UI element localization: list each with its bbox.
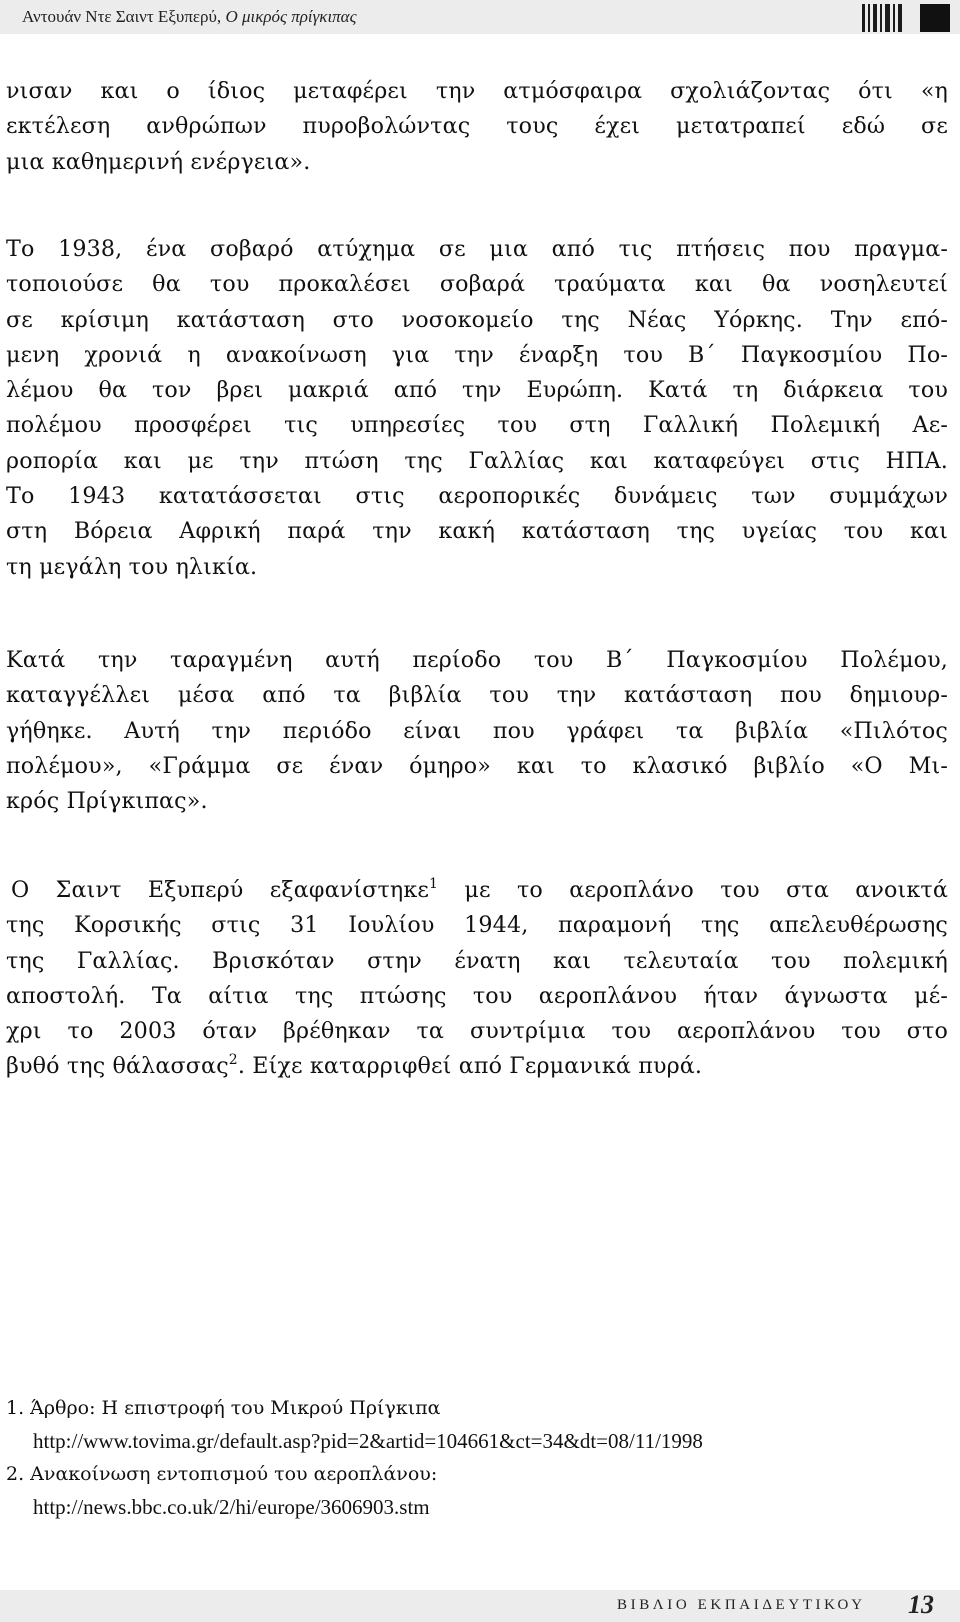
header-bar (0, 0, 960, 34)
text-run: Ο Σαιντ Εξυπερύ εξαφανίστηκε (11, 877, 430, 903)
running-head-book-title: Ο μικρός πρίγκιπας (225, 7, 357, 26)
text-line: τοποιούσε θα του προκαλέσει σοβαρά τραύματα και θα νοσηλευτεί (6, 271, 948, 298)
text-line: τη μεγάλη του ηλικία. (6, 553, 258, 580)
running-head (22, 7, 357, 27)
footnote-ref-1: 1 (429, 876, 439, 892)
running-head-author: Αντουάν Ντε Σαιντ Εξυπερύ, (22, 7, 222, 26)
text-line: αποστολή. Τα αίτια της πτώσης του αεροπλάνου ήταν άγνωστα μέ- (6, 982, 948, 1009)
text-line: εκτέλεση ανθρώπων πυροβολώντας τους έχει μετατραπεί εδώ σε (6, 113, 948, 140)
footnote-1-url: http://www.tovima.gr/default.asp?pid=2&artid=104661&ct=34&dt=08/11/1998 (33, 1429, 703, 1453)
text-line: καταγγέλλει μέσα από τα βιβλία του την κατάσταση που δημιουρ- (6, 682, 948, 709)
text-line: γήθηκε. Αυτή την περιόδο είναι που γράφει τα βιβλία «Πιλότος (6, 717, 948, 744)
text-run: . Είχε καταρριφθεί από Γερμανικά πυρά. (237, 1053, 703, 1080)
footer-label: ΒΙΒΛΙΟ ΕΚΠΑΙΔΕΥΤΙΚΟΥ (617, 1597, 866, 1613)
text-run: βυθό της θάλασσας (6, 1053, 229, 1080)
text-line: Κατά την ταραγμένη αυτή περίοδο του Β΄ Παγκοσμίου Πολέμου, (6, 647, 948, 673)
footnote-ref-2: 2 (228, 1052, 238, 1069)
paragraph-3 (6, 643, 948, 819)
text-line: Το 1938, ένα σοβαρό ατύχημα σε μια από τις πτήσεις που πραγμα- (6, 236, 948, 262)
text-line: της Κορσικής στις 31 Ιουλίου 1944, παραμονή της απελευθέρωσης (6, 912, 948, 939)
text-line: μενη χρονιά η ανακοίνωση για την έναρξη του Β΄ Παγκοσμίου Πο- (6, 341, 948, 368)
paragraph-4 (6, 873, 948, 1085)
text-line: χρι το 2003 όταν βρέθηκαν τα συντρίμια του αεροπλάνου του στο (6, 1018, 948, 1045)
footnote-1: 1. Άρθρο: Η επιστροφή του Μικρού Πρίγκιπα (6, 1397, 441, 1419)
footer-bar (0, 1590, 960, 1622)
barcode-decoration (862, 4, 902, 32)
page-number: 13 (908, 1590, 934, 1619)
text-line: σε κρίσιμη κατάσταση στο νοσοκομείο της Νέας Υόρκης. Την επό- (6, 306, 948, 333)
text-line: λέμου θα τον βρει μακριά από την Ευρώπη. Κατά τη διάρκεια του (6, 377, 948, 404)
paragraph-1 (6, 74, 948, 180)
text-line: πολέμου», «Γράμμα σε έναν όμηρο» και το κλασικό βιβλίο «Ο Μι- (6, 752, 948, 779)
text-line: νισαν και ο ίδιος μεταφέρει την ατμόσφαιρα σχολιάζοντας ότι «η (6, 78, 948, 104)
text-line: μια καθημερινή ενέργεια». (6, 148, 311, 175)
text-line (6, 873, 948, 908)
footnote-2-url: http://news.bbc.co.uk/2/hi/europe/3606903.stm (33, 1495, 430, 1519)
corner-block (920, 4, 950, 32)
text-line: της Γαλλίας. Βρισκόταν στην ένατη και τελευταία του πολεμική (6, 947, 948, 974)
text-line: στη Βόρεια Αφρική παρά την κακή κατάσταση της υγείας του και (6, 518, 948, 545)
footnote-2: 2. Ανακοίνωση εντοπισμού του αεροπλάνου: (6, 1463, 438, 1485)
text-line: πολέμου προσφέρει τις υπηρεσίες του στη Γαλλική Πολεμική Αε- (6, 412, 948, 439)
text-line: ροπορία και με την πτώση της Γαλλίας και καταφεύγει στις ΗΠΑ. (6, 447, 948, 474)
text-run: με το αεροπλάνο του στα ανοικτά (438, 877, 948, 903)
footnotes (6, 1392, 946, 1524)
paragraph-2 (6, 232, 948, 585)
text-line: Το 1943 κατατάσσεται στις αεροπορικές δυνάμεις των συμμάχων (6, 483, 948, 510)
text-line (6, 1049, 948, 1084)
text-line: κρός Πρίγκιπας». (6, 788, 208, 815)
